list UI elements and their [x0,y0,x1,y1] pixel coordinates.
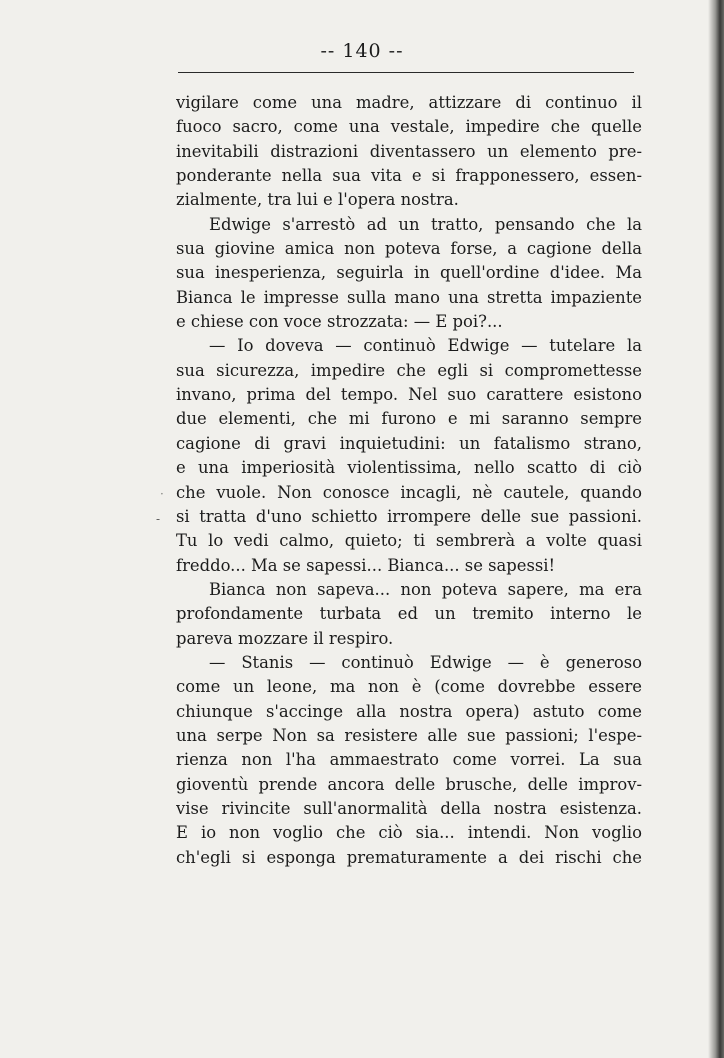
text-line: ch'egli si esponga prematuramente a dei rischi che [176,847,642,867]
text-line: cagione di gravi inquietudini: un fatalismo strano, [176,433,642,453]
text-line: vigilare come una madre, attizzare di continuo il [176,93,642,112]
text-line: — Io doveva — continuò Edwige — tutelare la [209,336,642,356]
text-line: sua giovine amica non poteva forse, a cagione della [176,239,642,259]
header-rule [178,72,634,73]
text-line: rienza non l'ha ammaestrato come vorrei. La sua [176,750,642,770]
margin-speck: - [156,512,161,526]
page-number: -- 140 -- [320,40,404,62]
text-line: pareva mozzare il respiro. [176,628,394,648]
text-line: invano, prima del tempo. Nel suo carattere esistono [176,385,642,405]
text-line: come un leone, ma non è (come dovrebbe essere [176,677,642,697]
text-line: zialmente, tra lui e l'opera nostra. [176,190,459,210]
text-line: sua sicurezza, impedire che egli si compromettesse [176,360,642,380]
text-line: Bianca non sapeva... non poteva sapere, ma era [209,579,642,599]
text-line: una serpe Non sa resistere alle sue passioni; l'espe- [176,725,642,745]
text-line: Bianca le impresse sulla mano una stretta impaziente [176,287,642,307]
text-line: — Stanis — continuò Edwige — è generoso [209,652,642,672]
text-line: profondamente turbata ed un tremito interno le [176,604,642,624]
text-line: Tu lo vedi calmo, quieto; ti sembrerà a volte quasi [176,531,642,551]
text-line: fuoco sacro, come una vestale, impedire che quelle [176,117,642,137]
text-line: vise rivincite sull'anormalità della nostra esistenza. [176,798,642,818]
text-line: E io non voglio che ciò sia... intendi. Non voglio [176,823,642,843]
text-line: ponderante nella sua vita e si frapponessero, essen- [176,166,642,186]
text-line: e chiese con voce strozzata: — E poi?... [176,312,503,332]
text-line: inevitabili distrazioni diventassero un elemento pre- [176,141,642,161]
text-line: che vuole. Non conosce incagli, nè cautele, quando [176,482,642,502]
text-line: si tratta d'uno schietto irrompere delle sue passioni. [176,506,642,526]
body-text [176,91,642,870]
text-line: due elementi, che mi furono e mi saranno sempre [176,409,642,429]
margin-speck: · [160,487,164,501]
binding-edge [708,0,724,1058]
text-line: chiunque s'accinge alla nostra opera) astuto come [176,701,642,721]
text-line: gioventù prende ancora delle brusche, delle improv- [176,774,642,794]
text-line: freddo... Ma se sapessi... Bianca... se sapessi! [176,555,556,575]
text-line: sua inesperienza, seguirla in quell'ordine d'idee. Ma [176,263,642,283]
text-line: e una imperiosità violentissima, nello scatto di ciò [176,458,642,478]
text-line: Edwige s'arrestò ad un tratto, pensando che la [209,214,642,234]
